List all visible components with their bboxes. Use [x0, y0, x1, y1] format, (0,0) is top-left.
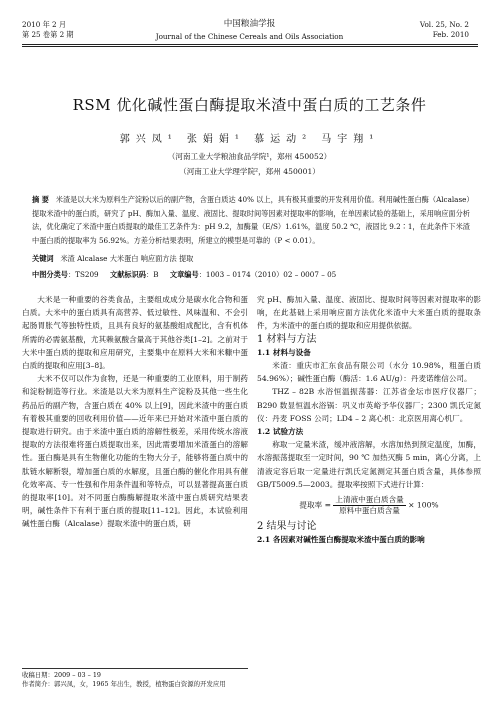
- footnote-received: 收稿日期：2009 – 03 – 19: [22, 671, 101, 679]
- article-id-value: 1003 – 0174（2010）02 – 0007 – 05: [205, 270, 337, 279]
- doc-code-label: 文献标识码: [110, 270, 146, 279]
- footnote-author: 作者简介：郭兴凤，女，1965 年出生，教授，植物蛋白资源的开发应用: [22, 680, 226, 688]
- formula-lhs: 提取率 =: [299, 500, 331, 510]
- header-rule-thin: [22, 46, 478, 47]
- subsection-heading: 1.2 试验方法: [257, 427, 304, 437]
- header-volume: 第 25 卷第 2 期: [22, 30, 74, 39]
- clc-label: 中图分类号: [32, 270, 68, 279]
- section-heading: 1 材料与方法: [257, 333, 317, 345]
- paper-authors: 郭兴凤¹ 张娟娟¹ 慕运动² 马宇翔¹: [119, 134, 380, 145]
- formula-rhs: × 100%: [408, 500, 439, 510]
- paper-title: RSM 优化碱性蛋白酶提取米渣中蛋白质的工艺条件: [72, 96, 427, 114]
- section-heading: 2 结果与讨论: [257, 521, 317, 533]
- header-date: 2010 年 2 月: [22, 20, 67, 29]
- keywords-text: 米渣 Alcalase 大米蛋白 响应面方法 提取: [60, 254, 194, 263]
- header-journal-en: Journal of the Chinese Cereals and Oils Association: [155, 32, 344, 41]
- body-paragraph: 大米是一种重要的谷类食品，主要组成成分是碳水化合物和蛋白质。大米中的蛋白质具有高营养、低过敏性、风味温和、不会引起肠胃胀气等独特性质，且具有良好的氨基酸组成配比，含有机体所需的必需氨基酸，尤其赖氨酸含量高于其他谷类[1–2]。之前对于大米中蛋白质的提取和应用研究，主要集中在原料大米和米糠中蛋白质的提取和应用[3–8]。: [22, 295, 248, 371]
- subsection-heading: 1.1 材料与设备: [257, 347, 311, 357]
- body-paragraph: THZ – 82B 水浴恒温振荡器：江苏省金坛市医疗仪器厂；B290 数显恒温水浴锅：巩义市英峪予华仪器厂；2300 凯氏定氮仪：丹麦 FOSS 公司；LD4 – 2 离心机：北京医用离心机厂。: [257, 387, 481, 423]
- header-journal-cn: 中国粮油学报: [223, 19, 276, 29]
- body-paragraph: 米渣：重庆市汇东食品有限公司（水分 10.98%，粗蛋白质 54.96%）；碱性蛋白酶（酶活：1.6 AU/g）：丹麦诺维信公司。: [257, 361, 481, 384]
- formula-denominator: 原料中蛋白质含量: [339, 506, 400, 516]
- body-paragraph: 称取一定量米渣，缓冲液溶解，水溶加热到预定温度，加酶，水溶振荡提取至一定时间，90 ℃ 加热灭酶 5 min，离心分离，上清液定容后取一定量进行凯氏定氮测定其蛋白质含量，具体参照 GB/T5009.5—2003。提取率按照下式进行计算：: [257, 440, 481, 489]
- keywords-label: 关键词: [32, 254, 54, 263]
- header-volume-en: Vol. 25, No. 2: [419, 20, 469, 29]
- body-paragraph: 究 pH、酶加入量、温度、液固比、提取时间等因素对提取率的影响，在此基础上采用响应面方法优化米渣中大米蛋白质的提取条件，为米渣中的蛋白质的提取和应用提供依据。: [257, 295, 481, 331]
- keywords: [32, 254, 193, 264]
- clc-value: TS209: [75, 270, 99, 279]
- body-paragraph: 大米不仅可以作为食物，还是一种重要的工业原料，用于制药和淀粉制造等行业。米渣是以大米为原料生产淀粉及其他一些生化药品后的副产物，含蛋白质在 40% 以上[9]，因此米渣中的蛋白质有着极其重要的回收利用价值——近年来已开始对米渣中蛋白质的提取进行研究。由于米渣中蛋白质的溶解性极差，采用传统水溶液提取的方法很难将蛋白质提取出来，因此需要增加米渣蛋白的溶解性。蛋白酶是具有生物催化功能的生物大分子，能够将蛋白质中的肽链水解断裂，增加蛋白质的水解度，且蛋白酶的催化作用具有催化效率高、专一性强和作用条件温和等特点，可以显著提高蛋白质的提取率[10]。对不同蛋白酶酶解提取米渣中蛋白质研究结果表明，碱性条件下有利于蛋白质的提取[11–12]。因此，本试验利用碱性蛋白酶（Alcalase）提取米渣中的蛋白质，研: [22, 374, 248, 529]
- abstract: [32, 193, 470, 247]
- extraction-rate-formula: [257, 495, 481, 516]
- left-column: [22, 293, 248, 531]
- doc-code-value: B: [153, 270, 159, 279]
- article-id-label: 文章编号: [169, 270, 199, 279]
- header-rule: [22, 44, 478, 45]
- abstract-text: 米渣是以大米为原料生产淀粉以后的副产物，含蛋白质达 40% 以上，具有极其重要的开发利用价值。利用碱性蛋白酶（Alcalase）提取米渣中的蛋白质，研究了 pH、酶加入量、温度、液固比、提取时间等因素对提取率的影响，在单因素试验的基础上，采用响应面分析法，优化确定了米渣中蛋白质提取的最佳工艺条件为：pH 9.2，加酶量（E/S）1.61%，温度 50.2 ℃，液固比 9.2∶1，在此条件下米渣中蛋白质的提取率为 56.92%。方差分析结果表明，所建立的模型是可靠的（P < 0.01）。: [32, 195, 470, 245]
- affiliation-2: （河南工业大学理学院²，郑州 450001）: [179, 167, 320, 176]
- right-column: [257, 293, 481, 546]
- header-date-en: Feb. 2010: [432, 30, 469, 39]
- formula-numerator: 上清液中蛋白质含量: [335, 495, 404, 505]
- subsection-heading: 2.1 各因素对碱性蛋白酶提取米渣中蛋白质的影响: [257, 535, 425, 545]
- classification-line: 中图分类号：TS209 文献标识码：B 文章编号：1003 – 0174（2010）02 – 0007 – 05: [32, 270, 337, 279]
- footnote: [22, 668, 248, 689]
- affiliation-1: （河南工业大学粮油食品学院¹，郑州 450052）: [167, 152, 332, 161]
- formula-fraction: [333, 495, 405, 516]
- abstract-label: 摘 要: [32, 195, 49, 204]
